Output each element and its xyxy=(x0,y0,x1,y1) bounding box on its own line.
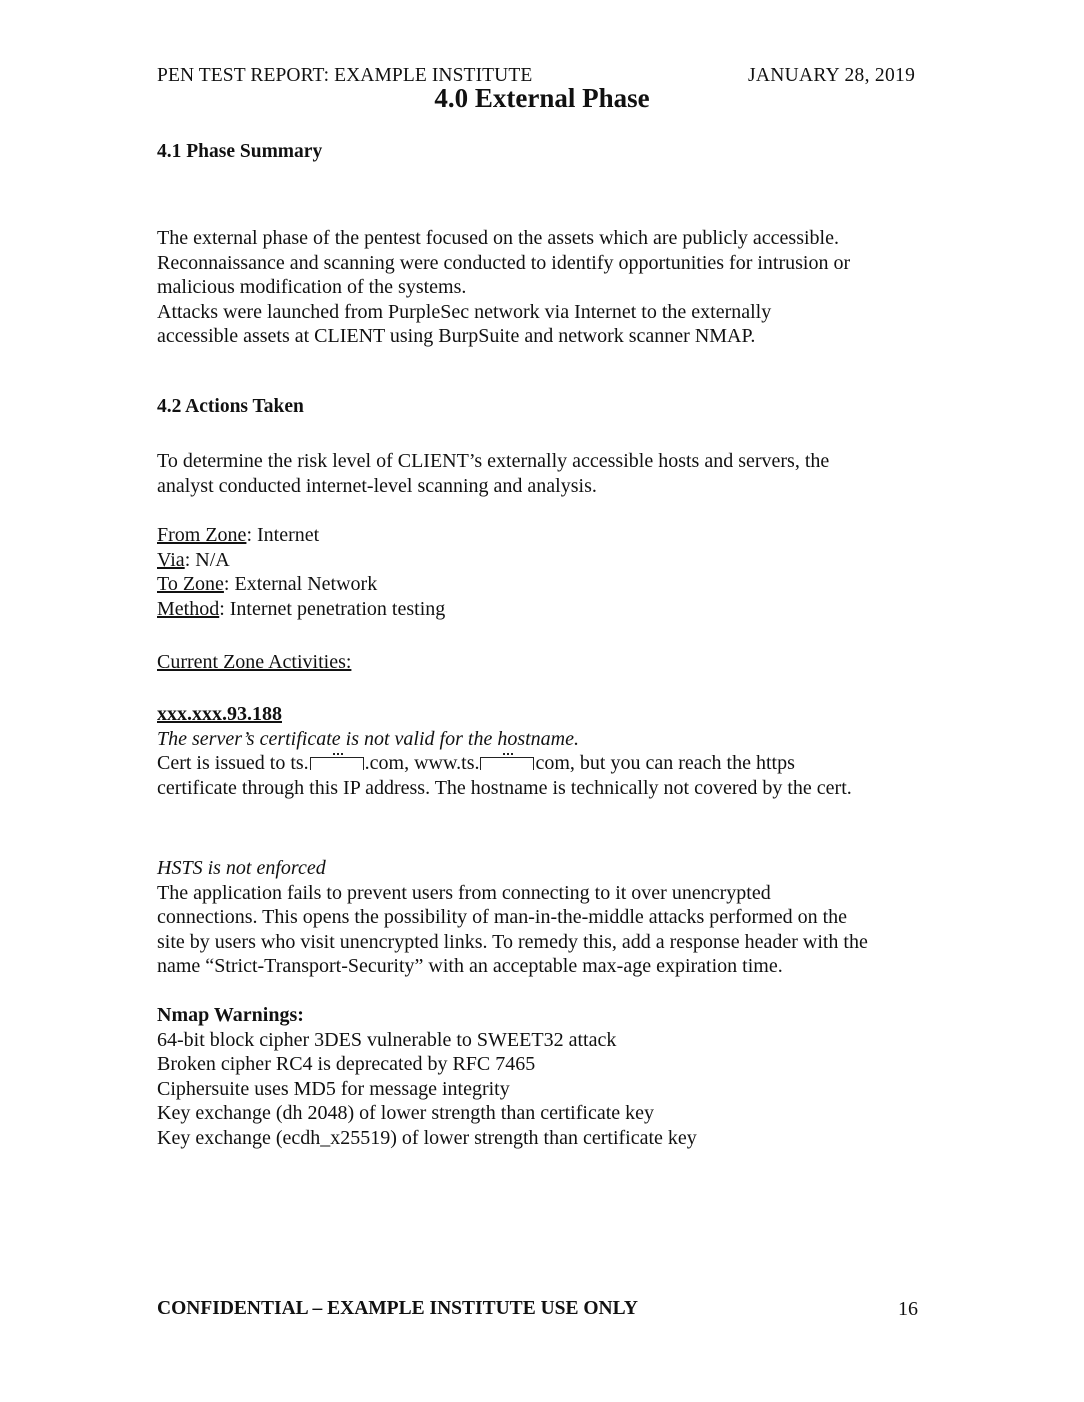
cert-text-part: com, but you can reach the https xyxy=(535,752,795,775)
hsts-title: HSTS is not enforced xyxy=(157,857,326,879)
paragraph-line: The external phase of the pentest focused on the assets which are publicly accessible. xyxy=(157,227,839,249)
footer-confidential: CONFIDENTIAL – EXAMPLE INSTITUTE USE ONLY xyxy=(157,1298,638,1319)
redaction-box xyxy=(310,757,364,770)
zone-details xyxy=(157,523,937,621)
zone-from-label: From Zone xyxy=(157,524,247,546)
zone-to xyxy=(157,572,937,597)
section-4-1-heading: 4.1 Phase Summary xyxy=(157,141,323,162)
paragraph-line: accessible assets at CLIENT using BurpSuite and network scanner NMAP. xyxy=(157,325,756,348)
paragraph-line: connections. This opens the possibility of man-in-the-middle attacks performed on the xyxy=(157,906,848,929)
paragraph-line: name “Strict-Transport-Security” with an acceptable max-age expiration time. xyxy=(157,955,783,978)
nmap-item: Ciphersuite uses MD5 for message integrity xyxy=(157,1077,510,1100)
nmap-warnings xyxy=(157,1003,937,1151)
zone-via-value: : N/A xyxy=(184,548,230,571)
paragraph-line: The application fails to prevent users from connecting to it over unencrypted xyxy=(157,881,771,904)
zone-to-value: : External Network xyxy=(223,573,378,596)
nmap-heading: Nmap Warnings: xyxy=(157,1004,304,1026)
zone-to-label: To Zone xyxy=(157,573,224,596)
finding-cert-title: The server’s certificate is not valid for the hostname. xyxy=(157,727,579,750)
finding-block xyxy=(157,702,937,800)
nmap-item: 64-bit block cipher 3DES vulnerable to SWEET32 attack xyxy=(157,1028,617,1051)
section-4-1-body xyxy=(157,226,937,349)
cert-text-part: Cert is issued to ts. xyxy=(157,752,309,775)
zone-method-value: : Internet penetration testing xyxy=(219,597,446,620)
section-4-2-body xyxy=(157,449,937,498)
finding-ip-address: xxx.xxx.93.188 xyxy=(157,703,282,725)
cert-text-part: .com, www.ts. xyxy=(364,752,480,775)
paragraph-line: malicious modification of the systems. xyxy=(157,276,467,299)
zone-method xyxy=(157,597,937,622)
header-date: JANUARY 28, 2019 xyxy=(748,65,916,86)
paragraph-line: analyst conducted internet-level scanning and analysis. xyxy=(157,474,597,497)
nmap-item: Broken cipher RC4 is deprecated by RFC 7465 xyxy=(157,1053,536,1076)
paragraph-line: site by users who visit unencrypted links. To remedy this, add a response header with the xyxy=(157,930,868,953)
page-title: 4.0 External Phase xyxy=(434,83,650,113)
redaction-box xyxy=(480,757,534,770)
paragraph-line: Attacks were launched from PurpleSec network via Internet to the externally xyxy=(157,300,772,323)
zone-method-label: Method xyxy=(157,597,220,620)
hsts-block xyxy=(157,856,937,979)
finding-cert-line xyxy=(157,751,937,776)
finding-cert-line: certificate through this IP address. The hostname is technically not covered by the cert. xyxy=(157,776,852,799)
page-number: 16 xyxy=(898,1298,918,1320)
current-zone-activities-label: Current Zone Activities: xyxy=(157,651,352,673)
zone-from-value: : Internet xyxy=(246,524,320,546)
zone-from xyxy=(157,523,937,548)
zone-via xyxy=(157,548,937,573)
nmap-item: Key exchange (ecdh_x25519) of lower strength than certificate key xyxy=(157,1126,697,1149)
paragraph-line: Reconnaissance and scanning were conducted to identify opportunities for intrusion or xyxy=(157,251,851,274)
paragraph-line: To determine the risk level of CLIENT’s externally accessible hosts and servers, the xyxy=(157,450,830,472)
nmap-item: Key exchange (dh 2048) of lower strength than certificate key xyxy=(157,1102,655,1125)
section-4-2-heading: 4.2 Actions Taken xyxy=(157,396,304,417)
header-report-title: PEN TEST REPORT: EXAMPLE INSTITUTE xyxy=(157,65,533,86)
zone-via-label: Via xyxy=(157,548,185,571)
